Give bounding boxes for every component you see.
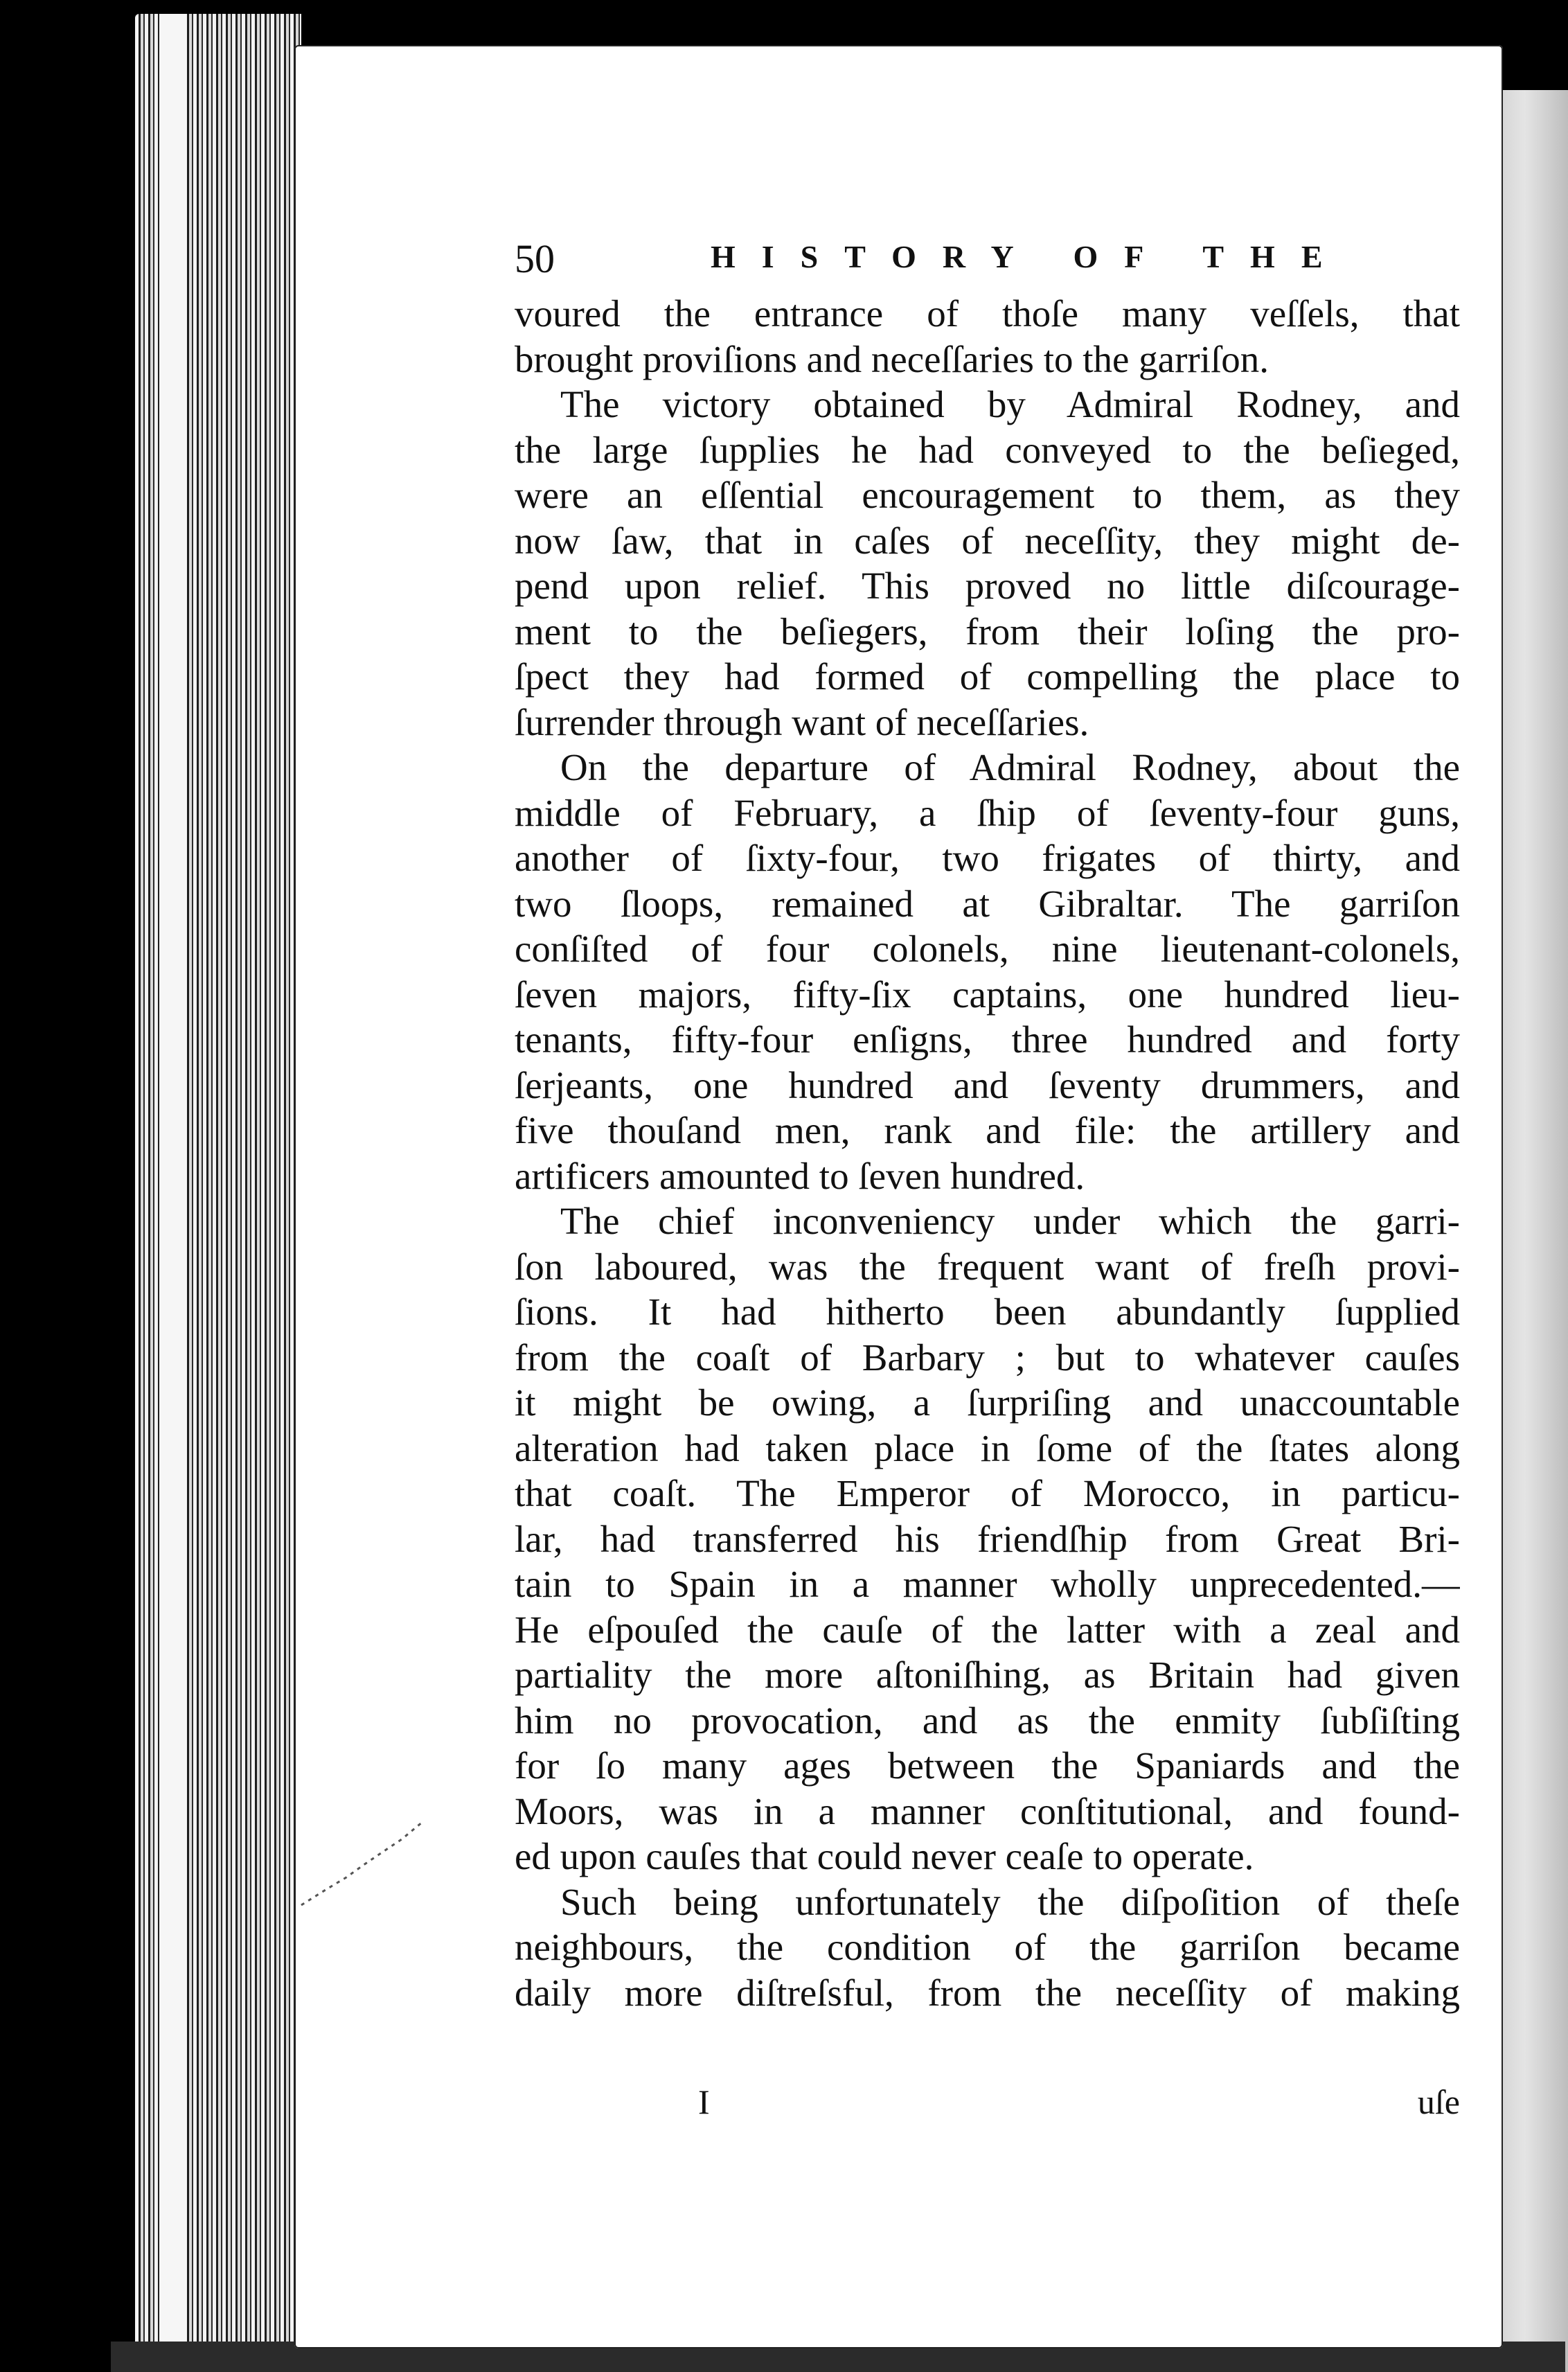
- text-line: voured the entrance of thoſe many veſſels, that: [515, 292, 1460, 335]
- text-line: middle of February, a ſhip of ſeventy-four guns,: [515, 791, 1460, 834]
- page-stack-outer-edge: [159, 14, 187, 2362]
- text-line: ment to the beſiegers, from their loſing the pro-: [515, 610, 1460, 653]
- text-line: ſurrender through want of neceſſaries.: [515, 700, 1089, 743]
- text-line: tain to Spain in a manner wholly unprecedented.—: [515, 1563, 1460, 1605]
- text-line: daily more diſtreſsful, from the neceſſity of making: [515, 1971, 1460, 2014]
- text-line: neighbours, the condition of the garriſon became: [515, 1926, 1460, 1968]
- text-line: artificers amounted to ſeven hundred.: [515, 1154, 1085, 1197]
- text-line: that coaſt. The Emperor of Morocco, in particu-: [515, 1472, 1460, 1514]
- text-line: were an eſſential encouragement to them, as they: [515, 474, 1460, 516]
- catchword: uſe: [1417, 2082, 1460, 2121]
- text-line: five thouſand men, rank and file: the artillery and: [515, 1109, 1460, 1151]
- page-number: 50: [515, 236, 555, 281]
- text-line: Moors, was in a manner conſtitutional, and found-: [515, 1789, 1460, 1832]
- text-line: He eſpouſed the cauſe of the latter with a zeal and: [515, 1608, 1460, 1651]
- text-line: partiality the more aſtoniſhing, as Britain had given: [515, 1654, 1460, 1696]
- text-line: him no provocation, and as the enmity ſubſiſting: [515, 1699, 1460, 1742]
- text-line: The victory obtained by Admiral Rodney, and: [560, 383, 1460, 425]
- text-line: for ſo many ages between the Spaniards and the: [515, 1744, 1460, 1787]
- text-line: ſerjeants, one hundred and ſeventy drummers, and: [515, 1063, 1460, 1106]
- text-line: conſiſted of four colonels, nine lieutenant-colonels,: [515, 928, 1460, 970]
- page-header-title: HISTORY OF THE: [711, 239, 1349, 274]
- text-line: ſions. It had hitherto been abundantly ſupplied: [515, 1291, 1460, 1333]
- text-line: another of ſixty-four, two frigates of thirty, and: [515, 837, 1460, 879]
- text-line: two ſloops, remained at Gibraltar. The garriſon: [515, 882, 1460, 925]
- text-line: tenants, fifty-four enſigns, three hundred and forty: [515, 1018, 1460, 1061]
- running-head: [515, 236, 1460, 291]
- text-line: ſeven majors, fifty-ſix captains, one hundred lieu-: [515, 973, 1460, 1016]
- text-line: alteration had taken place in ſome of the ſtates along: [515, 1426, 1460, 1469]
- text-line: it might be owing, a ſurpriſing and unaccountable: [515, 1381, 1460, 1424]
- text-line: The chief inconveniency under which the garri-: [560, 1200, 1460, 1242]
- text-line: Such being unfortunately the diſpoſition of theſe: [560, 1880, 1460, 1923]
- text-line: ed upon cauſes that could never ceaſe to operate.: [515, 1835, 1254, 1877]
- body-text: [515, 291, 1460, 2015]
- text-line: On the departure of Admiral Rodney, about the: [560, 746, 1460, 788]
- text-line: from the coaſt of Barbary ; but to whatever cauſes: [515, 1336, 1460, 1379]
- page-footer: [515, 2082, 1460, 2123]
- text-line: the large ſupplies he had conveyed to the beſieged,: [515, 428, 1460, 471]
- text-line: ſpect they had formed of compelling the place to: [515, 655, 1460, 698]
- text-line: pend upon relief. This proved no little diſcourage-: [515, 565, 1460, 607]
- text-line: lar, had transferred his friendſhip from Great Bri-: [515, 1517, 1460, 1560]
- margin-scribble: [298, 1801, 429, 1912]
- signature-mark: I: [698, 2082, 710, 2121]
- text-line: brought proviſions and neceſſaries to the garriſon.: [515, 337, 1269, 380]
- text-line: now ſaw, that in caſes of neceſſity, they might de-: [515, 519, 1460, 562]
- text-line: ſon laboured, was the frequent want of freſh provi-: [515, 1245, 1460, 1288]
